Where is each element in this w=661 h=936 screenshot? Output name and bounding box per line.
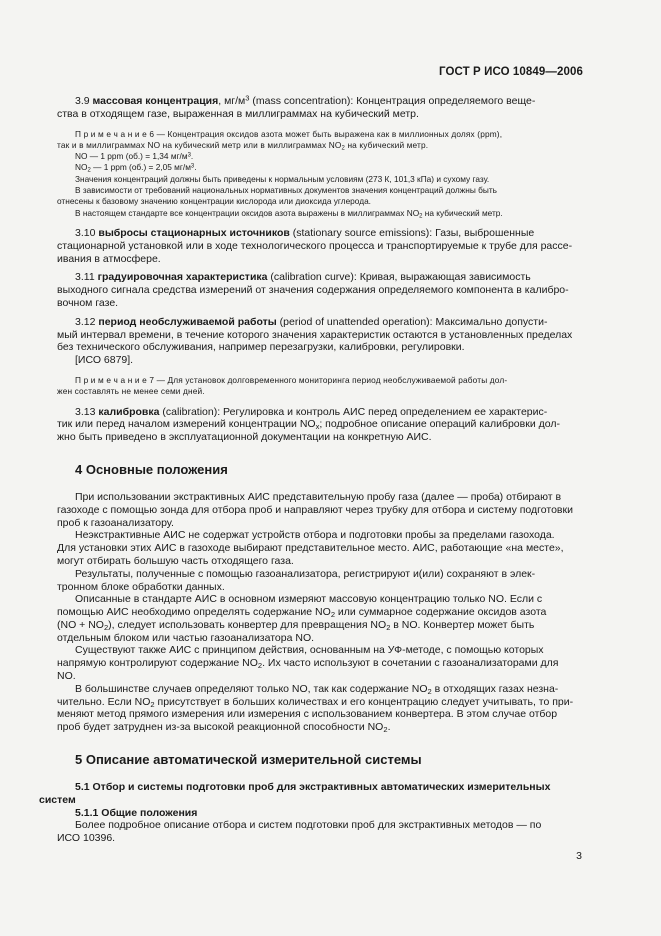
term-3-10-name: выбросы стационарных источников: [98, 226, 290, 239]
term-3-11: 3.11 градуировочная характеристика (calibration curve): Кривая, выражающая зависимость выходного сигнала средства измерений от значения содержания определяемого компонента в калибро- вочном газе.: [57, 271, 569, 309]
section-4-para-5: Существуют также АИС с принципом действия, основанным на УФ-методе, с помощью которых напрямую контролируют содержание $NO_2$. Их часто используют в сочетании с газоанализаторами для NO.: [57, 644, 559, 683]
page-content: [39, 93, 584, 845]
note-6-standard-units: В настоящем стандарте все концентрации оксидов азота выражены в миллиграммах $NO_2$ на кубический метр.: [75, 207, 503, 220]
term-3-12-name: период необслуживаемой работы: [98, 315, 277, 328]
section-4-para-3: Результаты, полученные с помощью газоанализатора, регистрируют и(или) сохраняют в элек- тронном блоке обработки данных.: [57, 567, 536, 593]
term-3-11-name: градуировочная характеристика: [97, 271, 268, 284]
term-3-12: 3.12 период необслуживаемой работы (period of unattended operation): Максимально допусти- мый интервал времени, в течение которого значения характеристик остаются в установленных пределах без технического обслуживания, например перезагрузки, калибровки, регулировки.: [57, 315, 573, 354]
term-3-13-name: калибровка: [98, 405, 160, 418]
document-header-code: ГОСТ Р ИСО 10849—2006: [438, 66, 583, 78]
section-5-1-title: 5.1 Отбор и системы подготовки проб для экстрактивных автоматических измерительных систем: [39, 781, 551, 806]
note-7: П р и м е ч а н и е 7 — Для установок долговременного мониторинга период необслуживаемой работы дол- жен составлять не менее семи дней.: [57, 374, 508, 397]
term-3-13: 3.13 калибровка (calibration): Регулировка и контроль АИС перед определением ее характерис- тик или перед началом измерений концентрации $NO_x$; подробное описание операций калибровки дол- жно быть приведено в эксплуатационной документации на конкретную АИС.: [57, 405, 560, 444]
note-6-conditions: Значения концентраций должны быть приведены к нормальным условиям (273 К, 101,3 кПа) и сухому газу.: [75, 173, 490, 184]
note-6-dependence: В зависимости от требований национальных нормативных документов значения концентраций должны быть отнесены к базовому значению концентрации кислорода или диоксида углерода.: [57, 185, 497, 207]
note-6: П р и м е ч а н и е 6 — Концентрация оксидов азота может быть выражена как в миллионных долях (ppm), так и в миллиграммах NO на кубический метр или в миллиграммах $NO_2$ на кубический метр.: [57, 128, 503, 152]
section-4-para-4: Описанные в стандарте АИС в основном измеряют массовую концентрацию только NO. Если с помощью АИС необходимо определять содержание $NO_2$ или суммарное содержание оксидов азота $(NO + NO_2)$, следует использовать конвертер для превращения $NO_2$ в NO. Конвертер может быть отдельным блоком или частью газоанализатора NO.: [57, 593, 547, 644]
term-3-10: 3.10 выбросы стационарных источников (stationary source emissions): Газы, выброшенные стационарной установкой или в ходе технологического процесса и транспортируемые к трубе для рассе- ивания в атмосфере.: [57, 226, 573, 265]
section-5-1-1-title: 5.1.1 Общие положения: [75, 806, 198, 819]
term-3-9: 3.9 массовая концентрация, $мг/м^3$ (mass concentration): Концентрация определяемого веще- ства в отходящем газе, выраженная в миллиграммах на кубический метр.: [57, 93, 536, 120]
section-5-title: 5 Описание автоматической измерительной системы: [75, 752, 422, 768]
term-3-12-reference: [ИСО 6879].: [75, 354, 134, 367]
section-4-para-1: При использовании экстрактивных АИС представительную пробу газа (далее — проба) отбирают в газоходе с помощью зонда для отбора проб и направляют через трубку для отбора и систему подготовки проб к газоанализатору.: [57, 490, 573, 529]
section-4-title: 4 Основные положения: [75, 461, 228, 477]
section-5-1-1-para: Более подробное описание отбора и систем подготовки проб для экстрактивных методов — по ИСО 10396.: [57, 819, 542, 845]
term-3-9-name: массовая концентрация: [92, 95, 219, 107]
note-6-no2-conversion: $NO_2$ — 1 ppm (об.) = 2,05 $мг/м^3$.: [75, 162, 197, 174]
note-6-no-conversion: NO — 1 ppm (об.) = 1,34 $мг/м^3$.: [75, 151, 194, 162]
page-number: 3: [576, 850, 582, 862]
section-4-para-6: В большинстве случаев определяют только NO, так как содержание $NO_2$ в отходящих газах незна- чительно. Если $NO_2$ присутствует в больших количествах и его концентрацию следует учитывать, то при- меняют метод прямого измерения или измерения с использованием конвертера. В этом случае отбор проб будет затруднен из-за высокой реакционной способности $NO_2$.: [57, 682, 574, 735]
section-4-para-2: Неэкстрактивные АИС не содержат устройств отбора и подготовки пробы за пределами газохода. Для установки этих АИС в газоходе выбирают представительное место. АИС, работающие «на месте», могут отбирать большую часть отходящего газа.: [57, 529, 564, 567]
